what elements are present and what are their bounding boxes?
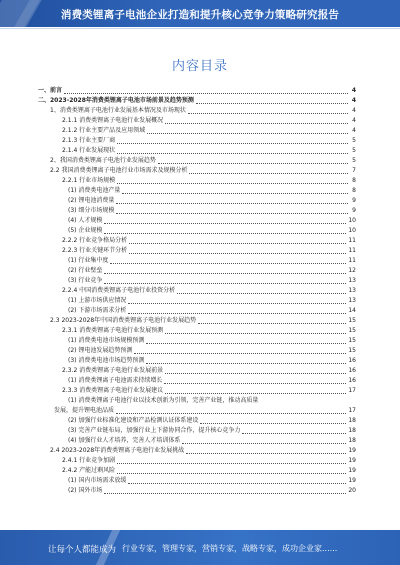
toc-entry[interactable] [38, 386, 356, 396]
footer-slogan-right: 行业专家，管理专家，营销专家，战略专家，成功企业家...... [122, 544, 338, 553]
toc-entry-text: 2.2.1 行业市场规模 [62, 177, 116, 184]
toc-entry[interactable] [38, 226, 356, 236]
toc-entry-text: (2) 行业壁垒 [68, 267, 103, 274]
toc-entry-text: (3) 细分市场规模 [68, 207, 115, 214]
toc-page-number: 18 [348, 417, 356, 424]
toc-page-number: 8 [352, 187, 356, 194]
toc-dot-leader [165, 372, 346, 374]
toc-entry-text: 2.3.3 消费类锂离子电池行业发展建议 [62, 387, 164, 394]
toc-dot-leader [196, 102, 348, 104]
toc-entry[interactable] [38, 446, 356, 456]
toc-dot-leader [198, 322, 346, 324]
toc-dot-leader [117, 462, 346, 464]
toc-dot-leader [188, 112, 348, 114]
toc-entry-text: 2.1.4 行业发展现状 [62, 147, 116, 154]
toc-entry-text: 2.3 2023-2028年中国消费类锂离子电池行业发展趋势 [50, 317, 197, 324]
toc-entry[interactable] [38, 296, 356, 306]
toc-page-number: 13 [348, 277, 356, 284]
toc-dot-leader [117, 152, 348, 154]
toc-entry-text: 2.2.2 行业竞争格局分析 [62, 237, 128, 244]
toc-page-number: 4 [352, 127, 356, 134]
toc-entry[interactable] [38, 486, 356, 496]
toc-entry[interactable] [38, 476, 356, 486]
toc-entry[interactable] [38, 266, 356, 276]
toc-entry-text: (2) 加强行业标准化建设和产品检测认证体系建设 [68, 417, 199, 424]
toc-entry[interactable] [38, 426, 356, 436]
toc-dot-leader [158, 162, 348, 164]
toc-entry[interactable] [38, 306, 356, 316]
toc-entry-text: 2.2 我国消费类锂离子电池行业市场需求及规模分析 [50, 167, 188, 174]
toc-page-number: 15 [348, 327, 356, 334]
toc-dot-leader [64, 92, 348, 94]
toc-dot-leader [186, 452, 346, 454]
toc-page-number: 16 [348, 367, 356, 374]
toc-entry[interactable] [38, 206, 356, 216]
toc-page-number: 5 [352, 157, 356, 164]
toc-entry[interactable] [38, 176, 356, 186]
toc-entry-text: (3) 消费类电池市场趋势预测 [68, 357, 145, 364]
toc-dot-leader [182, 442, 346, 444]
toc-dot-leader [128, 312, 346, 314]
toc-dot-leader [200, 422, 346, 424]
toc-dot-leader [117, 472, 346, 474]
toc-entry[interactable] [38, 456, 356, 466]
page-footer [0, 530, 400, 565]
toc-dot-leader [165, 392, 346, 394]
toc-dot-leader [242, 432, 346, 434]
toc-page-number: 10 [348, 217, 356, 224]
toc-dot-leader [104, 492, 346, 494]
toc-dot-leader [104, 272, 346, 274]
header-divider [0, 28, 400, 29]
toc-entry[interactable] [38, 436, 356, 446]
footer-slogan-left: 让每个人都能成为 [48, 545, 117, 555]
toc-dot-leader [116, 202, 348, 204]
toc-dot-leader [122, 192, 348, 194]
toc-entry-text: 发展，提升锂电池品质 [54, 407, 115, 414]
toc-page-number: 20 [348, 487, 356, 494]
toc-entry[interactable] [38, 196, 356, 206]
toc-entry-text: 二、2023-2028年消费类锂离子电池市场前景及趋势预测 [38, 97, 194, 104]
toc-page-number: 11 [348, 257, 356, 264]
toc-entry[interactable] [38, 186, 356, 196]
toc-page-number: 12 [348, 267, 356, 274]
toc-entry-text: 2.4.2 产能过剩风险 [62, 467, 116, 474]
toc-page-number: 15 [348, 337, 356, 344]
toc-entry-text: (2) 锂电池发展趋势预测 [68, 347, 133, 354]
toc-entry[interactable] [38, 316, 356, 326]
toc-entry-text: 2.2.3 行业关键环节分析 [62, 247, 128, 254]
toc-dot-leader [165, 332, 346, 334]
toc-entry[interactable] [38, 116, 356, 126]
toc-page-number: 19 [348, 467, 356, 474]
toc-page-number: 11 [348, 247, 356, 254]
toc-entry[interactable] [38, 326, 356, 336]
toc-entry-text: 2.3.2 消费类锂离子电池行业发展前景 [62, 367, 164, 374]
toc-page-number: 5 [352, 137, 356, 144]
toc-entry[interactable] [38, 216, 356, 226]
toc-entry-text: 2.1.3 行业主要厂商 [62, 137, 116, 144]
toc-entry-text: 2.1.2 行业主要产品及应用领域 [62, 127, 146, 134]
toc-entry[interactable] [38, 96, 356, 106]
toc-page-number: 4 [351, 87, 356, 94]
toc-dot-leader [110, 262, 346, 264]
toc-entry-text: (3) 行业竞争 [68, 277, 103, 284]
toc-entry-text: (1) 消费类锂离子电池需求持续增长 [68, 377, 163, 384]
toc-entry[interactable] [38, 336, 356, 346]
toc-entry-text: (4) 加强行业人才培养，完善人才培训体系 [68, 437, 181, 444]
toc-entry[interactable] [38, 126, 356, 136]
toc-entry[interactable] [38, 276, 356, 286]
toc-entry-text: (1) 国内市场需求放缓 [68, 477, 127, 484]
toc-page-number: 9 [352, 207, 356, 214]
toc-page-number: 15 [348, 317, 356, 324]
toc-page-number: 18 [348, 437, 356, 444]
toc-entry[interactable] [38, 376, 356, 386]
toc-dot-leader [104, 232, 346, 234]
toc-page-number: 19 [348, 477, 356, 484]
toc-dot-leader [116, 412, 346, 414]
toc-entry[interactable] [38, 106, 356, 116]
toc-page-number: 10 [348, 227, 356, 234]
toc-entry-text: 2.1.1 消费类锂离子电池行业发展概况 [62, 117, 164, 124]
toc-entry[interactable] [38, 396, 356, 406]
toc-entry-text: 一、前言 [38, 87, 63, 94]
toc-page-number: 4 [351, 97, 356, 104]
toc-page-number: 16 [348, 377, 356, 384]
toc-dot-leader [189, 172, 348, 174]
toc-entry-text: (2) 国外市场 [68, 487, 103, 494]
toc-entry[interactable] [38, 246, 356, 256]
toc-dot-leader [116, 212, 348, 214]
table-of-contents [38, 86, 356, 496]
toc-entry-text: 2.4.1 行业竞争加剧 [62, 457, 116, 464]
toc-entry[interactable] [38, 236, 356, 246]
toc-dot-leader [134, 352, 346, 354]
toc-entry-text: 2.4 2023-2028年消费类锂离子电池行业发展挑战 [50, 447, 185, 454]
toc-entry-text: (5) 企业规模 [68, 227, 103, 234]
toc-entry[interactable] [38, 406, 356, 416]
toc-entry[interactable] [38, 416, 356, 426]
toc-dot-leader [129, 242, 346, 244]
toc-page-number: 16 [348, 357, 356, 364]
toc-page-number: 4 [352, 107, 356, 114]
toc-page-number: 7 [352, 167, 356, 174]
report-title: 消费类锂离子电池企业打造和提升核心竞争力策略研究报告 [60, 9, 340, 21]
toc-entry-text: 2.2.4 中国消费类锂离子电池行业投资分析 [62, 287, 176, 294]
toc-dot-leader [104, 282, 346, 284]
toc-entry[interactable] [38, 466, 356, 476]
toc-dot-leader [177, 292, 346, 294]
toc-entry-text: (3) 完善产业链布局，加强行业上下游协同合作，提升核心竞争力 [68, 427, 241, 434]
toc-dot-leader [104, 222, 346, 224]
toc-dot-leader [128, 482, 346, 484]
toc-dot-leader [147, 132, 348, 134]
toc-entry-text: (1) 行业集中度 [68, 257, 109, 264]
toc-entry[interactable] [38, 166, 356, 176]
toc-page-number: 5 [352, 147, 356, 154]
toc-entry-text: (2) 下游市场需求分析 [68, 307, 127, 314]
toc-page-number: 19 [348, 447, 356, 454]
toc-page-number: 14 [348, 307, 356, 314]
toc-page-number: 4 [352, 117, 356, 124]
toc-dot-leader [117, 142, 348, 144]
toc-dot-leader [128, 302, 346, 304]
toc-entry[interactable] [38, 346, 356, 356]
toc-entry[interactable] [38, 156, 356, 166]
toc-entry-text: (2) 锂电池消费量 [68, 197, 115, 204]
toc-entry-text: 1、消费类锂离子电池行业发展基本情况及市场现状 [50, 107, 186, 114]
toc-page-number: 8 [352, 177, 356, 184]
toc-entry[interactable] [38, 366, 356, 376]
toc-entry-text: (1) 消费类电池市场规模预测 [68, 337, 145, 344]
toc-dot-leader [165, 122, 348, 124]
toc-page-number: 9 [352, 197, 356, 204]
toc-dot-leader [164, 382, 346, 384]
toc-entry-text: (1) 消费类锂离子电池行业以技术创新为引领，完善产业链，推动高质量 [68, 397, 259, 404]
toc-dot-leader [146, 362, 346, 364]
toc-entry[interactable] [38, 146, 356, 156]
toc-entry[interactable] [38, 136, 356, 146]
toc-dot-leader [129, 252, 346, 254]
toc-page-number: 19 [348, 457, 356, 464]
toc-entry[interactable] [38, 86, 356, 96]
toc-entry[interactable] [38, 286, 356, 296]
toc-page-number: 18 [348, 427, 356, 434]
toc-entry-text: (4) 人才规模 [68, 217, 103, 224]
toc-entry[interactable] [38, 356, 356, 366]
toc-entry-text: (1) 上游市场供应情况 [68, 297, 127, 304]
toc-dot-leader [146, 342, 346, 344]
toc-page-number: 15 [348, 347, 356, 354]
toc-dot-leader [117, 182, 348, 184]
toc-entry-text: (1) 消费类电池产量 [68, 187, 121, 194]
toc-entry-text: 2.3.1 消费类锂离子电池行业发展预测 [62, 327, 164, 334]
toc-entry-text: 2、我国消费类锂离子电池行业发展趋势 [50, 157, 156, 164]
toc-entry[interactable] [38, 256, 356, 266]
toc-page-number: 13 [348, 287, 356, 294]
page-header [0, 0, 400, 27]
toc-page-number: 13 [348, 297, 356, 304]
toc-page-number: 11 [348, 237, 356, 244]
toc-title: 内容目录 [171, 59, 228, 74]
toc-page-number: 17 [348, 387, 356, 394]
toc-page-number: 17 [348, 407, 356, 414]
